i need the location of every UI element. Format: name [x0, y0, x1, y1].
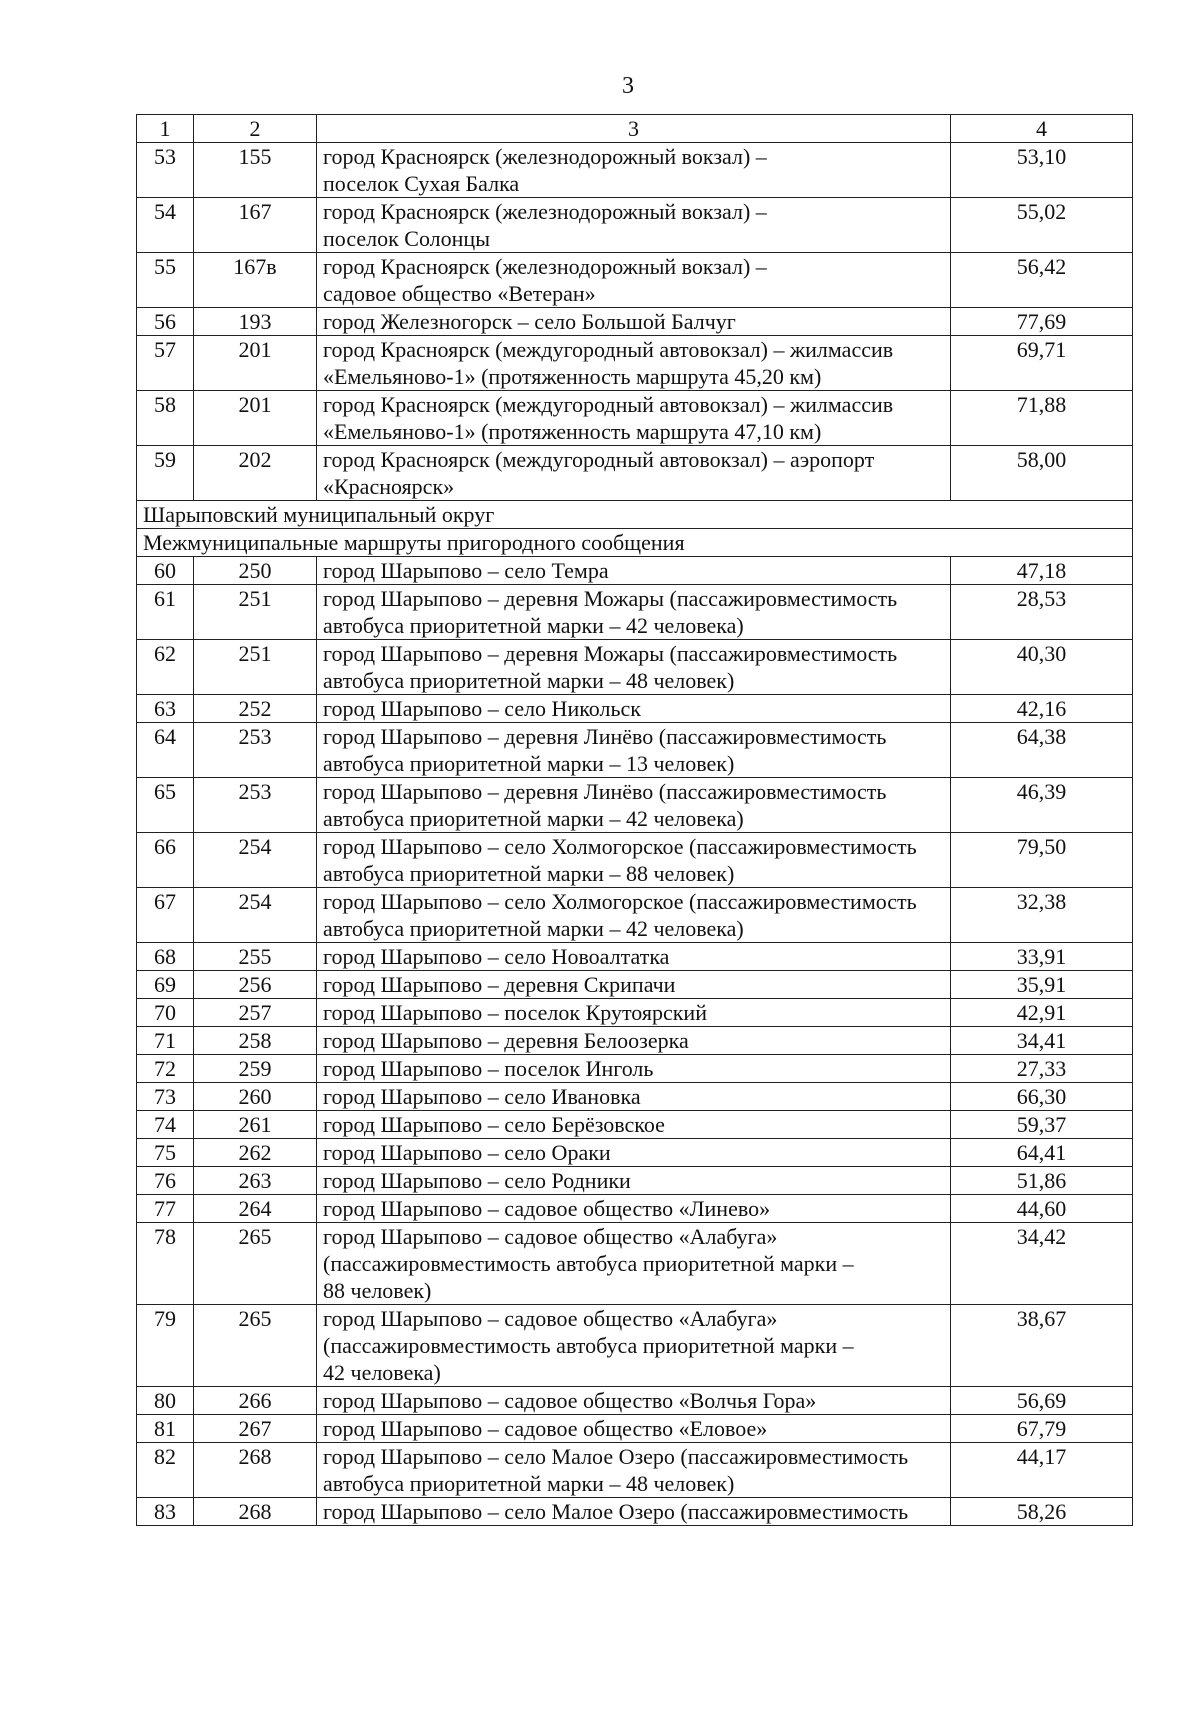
table-row — [137, 1027, 1133, 1055]
table-row — [137, 585, 1133, 640]
row-number-cell: 71 — [137, 1027, 194, 1055]
route-name-cell: город Шарыпово – село Ораки — [317, 1139, 951, 1167]
value-cell: 56,69 — [951, 1387, 1133, 1415]
route-number-cell: 201 — [194, 391, 317, 446]
route-name-cell: город Шарыпово – село Ивановка — [317, 1083, 951, 1111]
route-number-cell: 251 — [194, 585, 317, 640]
route-number-cell: 255 — [194, 943, 317, 971]
table-row — [137, 695, 1133, 723]
route-name-cell: город Шарыпово – садовое общество «Алабуга» (пассажировместимость автобуса приоритетной марки – 42 человека) — [317, 1305, 951, 1387]
route-number-cell: 253 — [194, 778, 317, 833]
row-number-cell: 81 — [137, 1415, 194, 1443]
value-cell: 42,91 — [951, 999, 1133, 1027]
header-col-2: 2 — [194, 115, 317, 143]
section-row — [137, 529, 1133, 557]
route-name-cell: город Шарыпово – садовое общество «Линево» — [317, 1195, 951, 1223]
route-number-cell: 262 — [194, 1139, 317, 1167]
route-number-cell: 263 — [194, 1167, 317, 1195]
table-row — [137, 999, 1133, 1027]
row-number-cell: 62 — [137, 640, 194, 695]
value-cell: 27,33 — [951, 1055, 1133, 1083]
route-name-cell: город Шарыпово – деревня Можары (пассажировместимость автобуса приоритетной марки – 48 человек) — [317, 640, 951, 695]
row-number-cell: 56 — [137, 308, 194, 336]
row-number-cell: 73 — [137, 1083, 194, 1111]
row-number-cell: 66 — [137, 833, 194, 888]
route-number-cell: 193 — [194, 308, 317, 336]
row-number-cell: 53 — [137, 143, 194, 198]
table-row — [137, 1167, 1133, 1195]
table-row — [137, 1083, 1133, 1111]
row-number-cell: 63 — [137, 695, 194, 723]
table-row — [137, 1139, 1133, 1167]
table-row — [137, 971, 1133, 999]
row-number-cell: 59 — [137, 446, 194, 501]
value-cell: 32,38 — [951, 888, 1133, 943]
route-number-cell: 264 — [194, 1195, 317, 1223]
row-number-cell: 65 — [137, 778, 194, 833]
table-row — [137, 446, 1133, 501]
row-number-cell: 76 — [137, 1167, 194, 1195]
route-name-cell: город Шарыпово – село Малое Озеро (пассажировместимость — [317, 1498, 951, 1526]
section-row — [137, 501, 1133, 529]
value-cell: 34,42 — [951, 1223, 1133, 1305]
value-cell: 44,60 — [951, 1195, 1133, 1223]
row-number-cell: 54 — [137, 198, 194, 253]
value-cell: 66,30 — [951, 1083, 1133, 1111]
row-number-cell: 57 — [137, 336, 194, 391]
value-cell: 64,41 — [951, 1139, 1133, 1167]
value-cell: 35,91 — [951, 971, 1133, 999]
value-cell: 55,02 — [951, 198, 1133, 253]
table-row — [137, 308, 1133, 336]
page-number: 3 — [622, 73, 634, 99]
table-row — [137, 1111, 1133, 1139]
value-cell: 71,88 — [951, 391, 1133, 446]
route-name-cell: город Шарыпово – село Никольск — [317, 695, 951, 723]
row-number-cell: 68 — [137, 943, 194, 971]
value-cell: 64,38 — [951, 723, 1133, 778]
table-row — [137, 1055, 1133, 1083]
routes-table-body — [137, 115, 1133, 1526]
route-number-cell: 268 — [194, 1443, 317, 1498]
table-row — [137, 833, 1133, 888]
row-number-cell: 69 — [137, 971, 194, 999]
route-number-cell: 252 — [194, 695, 317, 723]
row-number-cell: 75 — [137, 1139, 194, 1167]
route-number-cell: 167 — [194, 198, 317, 253]
routes-table — [136, 114, 1133, 1526]
route-number-cell: 155 — [194, 143, 317, 198]
value-cell: 67,79 — [951, 1415, 1133, 1443]
route-number-cell: 261 — [194, 1111, 317, 1139]
route-name-cell: город Железногорск – село Большой Балчуг — [317, 308, 951, 336]
route-name-cell: город Шарыпово – село Холмогорское (пассажировместимость автобуса приоритетной марки – 88 человек) — [317, 833, 951, 888]
table-row — [137, 943, 1133, 971]
route-number-cell: 258 — [194, 1027, 317, 1055]
row-number-cell: 61 — [137, 585, 194, 640]
table-row — [137, 1387, 1133, 1415]
value-cell: 46,39 — [951, 778, 1133, 833]
route-name-cell: город Шарыпово – село Родники — [317, 1167, 951, 1195]
route-number-cell: 202 — [194, 446, 317, 501]
table-row — [137, 1223, 1133, 1305]
value-cell: 59,37 — [951, 1111, 1133, 1139]
value-cell: 79,50 — [951, 833, 1133, 888]
section-title: Шарыповский муниципальный округ — [137, 501, 1133, 529]
route-number-cell: 201 — [194, 336, 317, 391]
route-number-cell: 259 — [194, 1055, 317, 1083]
row-number-cell: 80 — [137, 1387, 194, 1415]
row-number-cell: 70 — [137, 999, 194, 1027]
route-name-cell: город Шарыпово – деревня Можары (пассажировместимость автобуса приоритетной марки – 42 человека) — [317, 585, 951, 640]
table-row — [137, 253, 1133, 308]
value-cell: 51,86 — [951, 1167, 1133, 1195]
route-name-cell: город Красноярск (междугородный автовокзал) – жилмассив «Емельяново-1» (протяженность маршрута 45,20 км) — [317, 336, 951, 391]
route-number-cell: 251 — [194, 640, 317, 695]
route-name-cell: город Красноярск (железнодорожный вокзал) – поселок Солонцы — [317, 198, 951, 253]
row-number-cell: 78 — [137, 1223, 194, 1305]
route-number-cell: 254 — [194, 833, 317, 888]
table-row — [137, 1498, 1133, 1526]
header-col-4: 4 — [951, 115, 1133, 143]
route-number-cell: 254 — [194, 888, 317, 943]
route-name-cell: город Красноярск (железнодорожный вокзал) – поселок Сухая Балка — [317, 143, 951, 198]
route-name-cell: город Шарыпово – поселок Крутоярский — [317, 999, 951, 1027]
value-cell: 34,41 — [951, 1027, 1133, 1055]
value-cell: 40,30 — [951, 640, 1133, 695]
route-name-cell: город Шарыпово – село Темра — [317, 557, 951, 585]
value-cell: 38,67 — [951, 1305, 1133, 1387]
row-number-cell: 55 — [137, 253, 194, 308]
table-row — [137, 198, 1133, 253]
value-cell: 56,42 — [951, 253, 1133, 308]
route-name-cell: город Красноярск (междугородный автовокзал) – аэропорт «Красноярск» — [317, 446, 951, 501]
route-name-cell: город Шарыпово – село Берёзовское — [317, 1111, 951, 1139]
route-number-cell: 267 — [194, 1415, 317, 1443]
table-row — [137, 1415, 1133, 1443]
value-cell: 58,26 — [951, 1498, 1133, 1526]
route-number-cell: 266 — [194, 1387, 317, 1415]
route-name-cell: город Шарыпово – поселок Инголь — [317, 1055, 951, 1083]
table-row — [137, 557, 1133, 585]
route-name-cell: город Красноярск (междугородный автовокзал) – жилмассив «Емельяново-1» (протяженность маршрута 47,10 км) — [317, 391, 951, 446]
route-number-cell: 167в — [194, 253, 317, 308]
header-col-1: 1 — [137, 115, 194, 143]
row-number-cell: 58 — [137, 391, 194, 446]
table-row — [137, 778, 1133, 833]
row-number-cell: 79 — [137, 1305, 194, 1387]
table-row — [137, 336, 1133, 391]
value-cell: 47,18 — [951, 557, 1133, 585]
route-name-cell: город Шарыпово – деревня Линёво (пассажировместимость автобуса приоритетной марки – 13 человек) — [317, 723, 951, 778]
value-cell: 58,00 — [951, 446, 1133, 501]
row-number-cell: 60 — [137, 557, 194, 585]
value-cell: 77,69 — [951, 308, 1133, 336]
value-cell: 53,10 — [951, 143, 1133, 198]
row-number-cell: 77 — [137, 1195, 194, 1223]
row-number-cell: 67 — [137, 888, 194, 943]
value-cell: 42,16 — [951, 695, 1133, 723]
row-number-cell: 72 — [137, 1055, 194, 1083]
value-cell: 28,53 — [951, 585, 1133, 640]
route-name-cell: город Красноярск (железнодорожный вокзал) – садовое общество «Ветеран» — [317, 253, 951, 308]
header-col-3: 3 — [317, 115, 951, 143]
table-row — [137, 723, 1133, 778]
route-number-cell: 256 — [194, 971, 317, 999]
section-title: Межмуниципальные маршруты пригородного сообщения — [137, 529, 1133, 557]
row-number-cell: 64 — [137, 723, 194, 778]
table-row — [137, 1195, 1133, 1223]
table-row — [137, 391, 1133, 446]
value-cell: 44,17 — [951, 1443, 1133, 1498]
route-name-cell: город Шарыпово – садовое общество «Еловое» — [317, 1415, 951, 1443]
route-number-cell: 265 — [194, 1223, 317, 1305]
row-number-cell: 74 — [137, 1111, 194, 1139]
table-row — [137, 640, 1133, 695]
table-header-row — [137, 115, 1133, 143]
value-cell: 33,91 — [951, 943, 1133, 971]
route-number-cell: 265 — [194, 1305, 317, 1387]
table-row — [137, 888, 1133, 943]
table-row — [137, 143, 1133, 198]
route-number-cell: 253 — [194, 723, 317, 778]
route-name-cell: город Шарыпово – деревня Скрипачи — [317, 971, 951, 999]
table-row — [137, 1443, 1133, 1498]
route-name-cell: город Шарыпово – село Холмогорское (пассажировместимость автобуса приоритетной марки – 42 человека) — [317, 888, 951, 943]
route-name-cell: город Шарыпово – село Новоалтатка — [317, 943, 951, 971]
route-number-cell: 257 — [194, 999, 317, 1027]
row-number-cell: 83 — [137, 1498, 194, 1526]
row-number-cell: 82 — [137, 1443, 194, 1498]
route-name-cell: город Шарыпово – село Малое Озеро (пассажировместимость автобуса приоритетной марки – 48 человек) — [317, 1443, 951, 1498]
value-cell: 69,71 — [951, 336, 1133, 391]
route-number-cell: 260 — [194, 1083, 317, 1111]
route-name-cell: город Шарыпово – деревня Белоозерка — [317, 1027, 951, 1055]
route-name-cell: город Шарыпово – садовое общество «Волчья Гора» — [317, 1387, 951, 1415]
route-name-cell: город Шарыпово – садовое общество «Алабуга» (пассажировместимость автобуса приоритетной марки – 88 человек) — [317, 1223, 951, 1305]
table-row — [137, 1305, 1133, 1387]
route-number-cell: 250 — [194, 557, 317, 585]
route-number-cell: 268 — [194, 1498, 317, 1526]
route-name-cell: город Шарыпово – деревня Линёво (пассажировместимость автобуса приоритетной марки – 42 человека) — [317, 778, 951, 833]
